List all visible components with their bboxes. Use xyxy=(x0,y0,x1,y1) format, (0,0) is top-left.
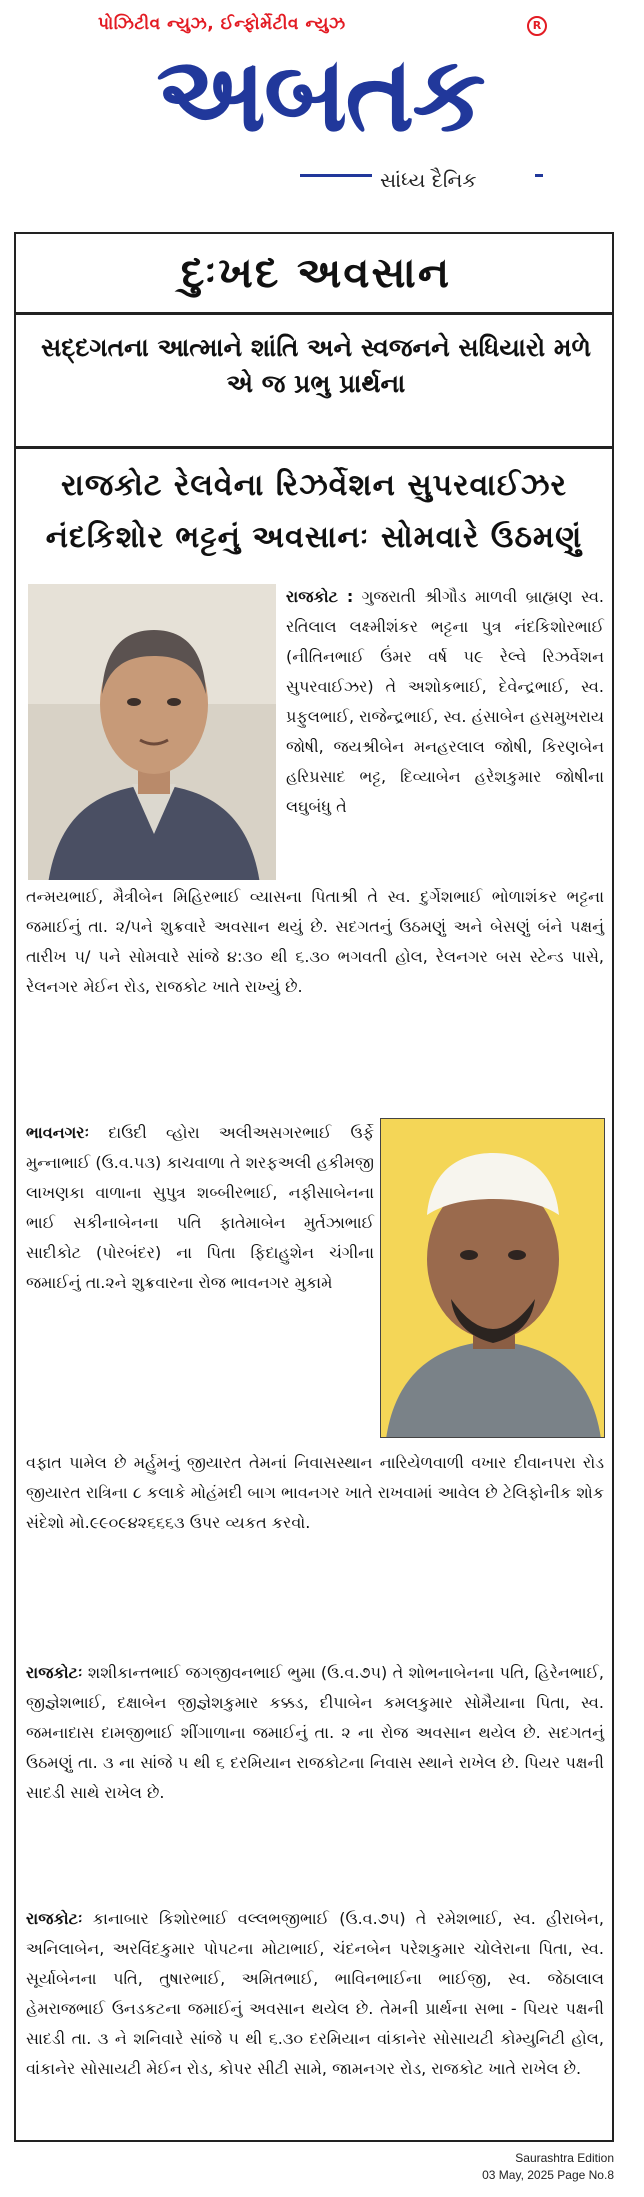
portrait-photo-nandkishor xyxy=(26,582,278,882)
page-headline: દુઃખદ અવસાન xyxy=(180,248,452,297)
obituary-1-full: તન્મયભાઈ, મૈત્રીબેન મિહિરભાઈ વ્યાસના પિતાશ્રી તે સ્વ. દુર્ગેશભાઈ ભોળાશંકર ભટ્ટના જમાઈનું તા. ૨/૫ને શુક્રવારે અવસાન થયું છે. સદગતનું ઉઠમણું અને બેસણું બંને પક્ષનું તારીખ ૫/ ૫ને સોમવારે સાંજે ૪:૩૦ થી ૬.૩૦ ભગવતી હોલ, રેલનગર બસ સ્ટેન્ડ પાસે, રેલનગર મેઈન રોડ, રાજકોટ ખાતે રાખ્યું છે. xyxy=(26,887,604,996)
footer-date-page: 03 May, 2025 Page No.8 xyxy=(482,2168,614,2182)
masthead xyxy=(0,0,644,220)
page-footer xyxy=(482,2150,614,2184)
masthead-divider-end xyxy=(535,174,543,177)
obituary-1-dateline: રાજકોટ : xyxy=(286,587,354,606)
masthead-tagline: પોઝિટીવ ન્યુઝ, ઈન્ફોર્મેટીવ ન્યુઝ xyxy=(98,14,346,34)
masthead-divider xyxy=(300,174,372,177)
edition-type: સાંધ્ય દૈનિક xyxy=(380,168,477,192)
portrait-photo-aliasgarbhai xyxy=(380,1118,605,1438)
obituary-2-text-side: દાઉદી વ્હોરા અલીઅસગરભાઈ ઉર્ફે મુન્નાભાઈ (ઉ.વ.૫૩) કાચવાળા તે શરફઅલી હકીમજી લાખણકા વાળાના સુપુત્ર શબ્બીરભાઈ, નફીસાબેનના ભાઈ સકીનાબેનના પતિ ફાતેમાબેન મુર્તઝાભાઈ સાદીકોટ (પોરબંદર) ના પિતા ફિદાહુશેન ચંગીના જમાઈનું તા.૨ને શુક્રવારના રોજ ભાવનગર મુકામે xyxy=(26,1123,374,1292)
subheadline-divider xyxy=(16,446,612,449)
page-subheadline: સદ્દગતના આત્માને શાંતિ અને સ્વજનને સધિયારો મળે એ જ પ્રભુ પ્રાર્થના xyxy=(41,333,591,398)
obituary-frame xyxy=(14,232,614,2142)
obituary-4 xyxy=(26,1904,604,2084)
registered-mark-icon: R xyxy=(527,16,547,36)
obituary-3 xyxy=(26,1658,604,1808)
obituary-2-full: વફાત પામેલ છે મર્હુમનું જીયારત તેમનાં નિવાસસ્થાન નારિયેળવાળી વખાર દીવાનપરા રોડ જીયારત રાત્રિના ૮ કલાકે મોહંમદી બાગ ભાવનગર ખાતે રાખવામાં આવેલ છે ટેલિફોનીક શોક સંદેશો મો.૯૯૦૯૪૨૬૬૬૩ ઉપર વ્યકત કરવો. xyxy=(26,1453,604,1532)
obituary-4-dateline: રાજકોટઃ xyxy=(26,1909,83,1928)
obituary-1-text-side: ગુજરાતી શ્રીગૌડ માળવી બ્રાહ્મણ સ્વ. રતિલાલ લક્ષ્મીશંકર ભટ્ટના પુત્ર નંદકિશોરભાઈ (નીતિનભાઈ ઉંમર વર્ષ ૫૯ રેલ્વે રિઝર્વેશન સુપરવાઈઝર) તે અશોકભાઈ, દેવેન્દ્રભાઈ, સ્વ. પ્રફુલભાઈ, રાજેન્દ્રભાઈ, સ્વ. હંસાબેન હસમુખરાય જોષી, જયશ્રીબેન મનહરલાલ જોષી, કિરણબેન હરિપ્રસાદ ભટ્ટ, દિવ્યાબેન હરેશકુમાર જોષીના લઘુબંધુ તે xyxy=(286,587,605,816)
footer-edition: Saurashtra Edition xyxy=(515,2151,614,2165)
headline-divider xyxy=(16,312,612,315)
obituary-3-text: શશીકાન્તભાઈ જગજીવનભાઈ ભુમા (ઉ.વ.૭૫) તે શોભનાબેનના પતિ, હિરેનભાઈ, જીજ્ઞેશભાઈ, દક્ષાબેન જીજ્ઞેશકુમાર કક્કડ, દીપાબેન કમલકુમાર સોમૈયાના પિતા, સ્વ. જમનાદાસ દામજીભાઈ શીંગાળાના જમાઈનું તા. ૨ ના રોજ અવસાન થયેલ છે. સદગતનું ઉઠમણું તા. ૩ ના સાંજે ૫ થી ૬ દરમિયાન રાજકોટના નિવાસ સ્થાને રાખેલ છે. પિયર પક્ષની સાદડી સાથે રાખેલ છે. xyxy=(26,1663,604,1802)
obituary-4-text: કાનાબાર કિશોરભાઈ વલ્લભજીભાઈ (ઉ.વ.૭૫) તે રમેશભાઈ, સ્વ. હીરાબેન, અનિલાબેન, અરવિંદકુમાર પોપટના મોટાભાઈ, ચંદનબેન પરેશકુમાર ચોલેરાના પિતા, સ્વ. સૂર્યાબેનના પતિ, તુષારભાઈ, અમિતભાઈ, ભાવિનભાઈના ભાઈજી, સ્વ. જેઠાલાલ હેમરાજભાઈ ઉનડકટના જમાઈનું અવસાન થયેલ છે. તેમની પ્રાર્થના સભા - પિયર પક્ષની સાદડી તા. ૩ ને શનિવારે સાંજે ૫ થી ૬.૩૦ દરમિયાન વાંકાનેર સોસાયટી કોમ્યુનિટી હોલ, વાંકાનેર સોસાયટી મેઈન રોડ, કોપર સીટી સામે, જામનગર રોડ, રાજકોટ ખાતે રાખેલ છે. xyxy=(26,1909,604,2078)
obituary-3-dateline: રાજકોટઃ xyxy=(26,1663,83,1682)
obituary-1-side xyxy=(286,582,604,822)
newspaper-logo: અબતક xyxy=(156,33,484,155)
story-title: રાજકોટ રેલવેના રિઝર્વેશન સુપરવાઈઝર નંદકિશોર ભટ્ટનું અવસાનઃ સોમવારે ઉઠમણું xyxy=(45,468,583,555)
obituary-2-side xyxy=(26,1118,374,1298)
obituary-2-dateline: ભાવનગરઃ xyxy=(26,1123,90,1142)
